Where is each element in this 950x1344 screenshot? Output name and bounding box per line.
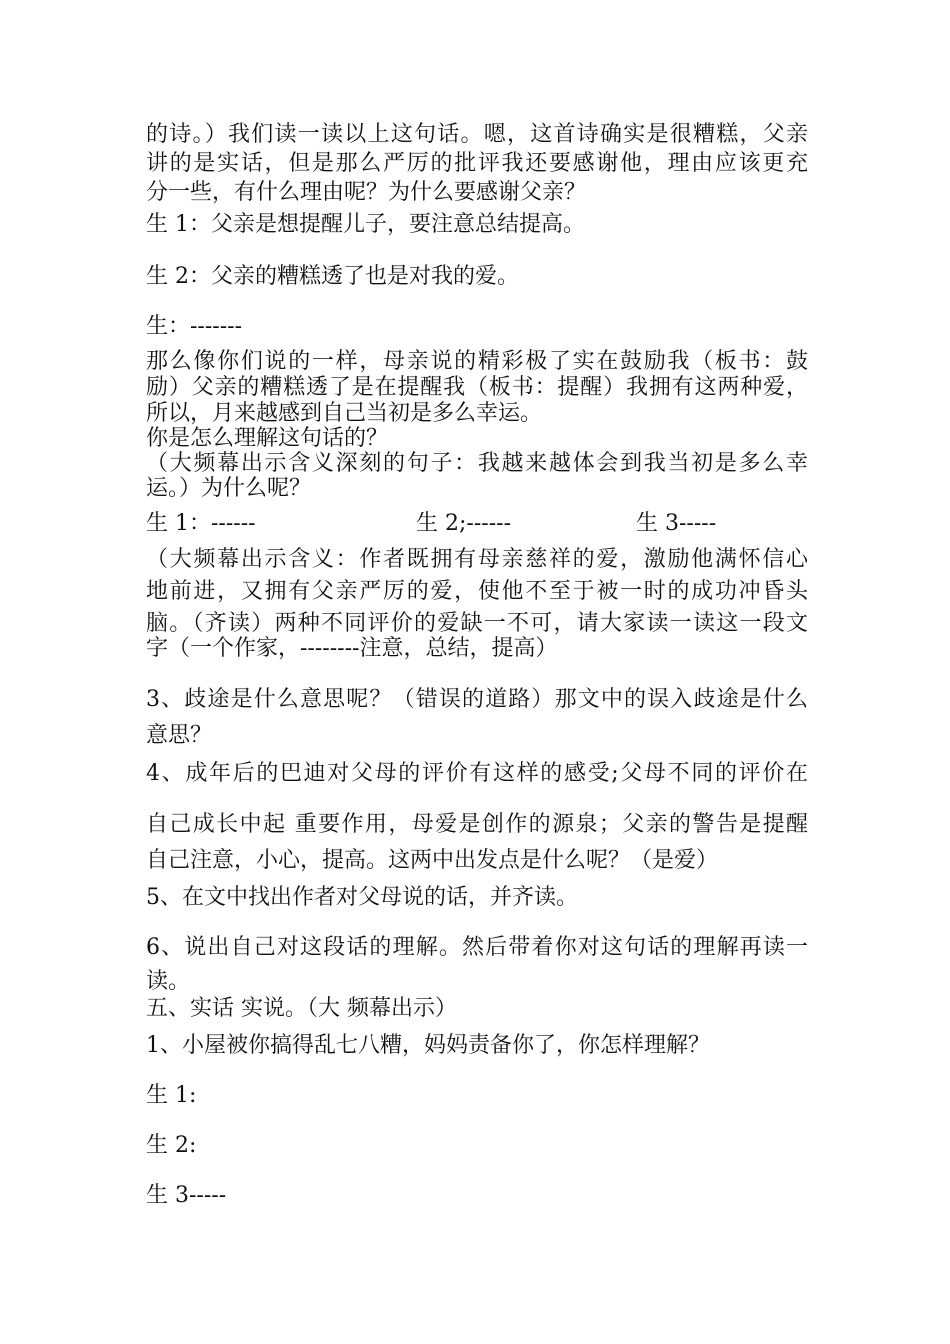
question-4-line: 自己注意，小心，提高。这两中出发点是什么呢？（是爱） bbox=[146, 848, 719, 873]
question-5: 5、在文中找出作者对父母说的话，并齐读。 bbox=[146, 885, 578, 910]
answer-student-1: 生 1：------ bbox=[146, 511, 256, 536]
paragraph-line: 讲的是实话，但是那么严厉的批评我还要感谢他，理由应该更充 bbox=[146, 151, 808, 176]
question-6-line: 读。 bbox=[146, 969, 191, 994]
paragraph-line: （大频幕出示含义：作者既拥有母亲慈祥的爱，激励他满怀信心 bbox=[146, 547, 808, 572]
paragraph-line: 你是怎么理解这句话的？ bbox=[146, 426, 389, 451]
answer-student-3: 生 3----- bbox=[636, 511, 717, 536]
question-4-line: 自己成长中起 重要作用，母爱是创作的源泉；父亲的警告是提醒 bbox=[146, 812, 808, 837]
response-student-1: 生 1: bbox=[146, 1083, 197, 1108]
response-student-3: 生 3----- bbox=[146, 1183, 227, 1208]
section-heading: 五、实话 实说。（大 频幕出示） bbox=[146, 996, 457, 1021]
student-answer-3: 生：------- bbox=[146, 314, 243, 339]
student-answer-2: 生 2：父亲的糟糕透了也是对我的爱。 bbox=[146, 264, 519, 289]
paragraph-line: （大频幕出示含义深刻的句子：我越来越体会到我当初是多么幸 bbox=[146, 451, 808, 476]
paragraph-line: 励）父亲的糟糕透了是在提醒我（板书：提醒）我拥有这两种爱， bbox=[146, 375, 808, 400]
question-3-line: 意思？ bbox=[146, 723, 213, 748]
question-4-line: 4、成年后的巴迪对父母的评价有这样的感受;父母不同的评价在 bbox=[146, 761, 808, 786]
paragraph-line: 运。）为什么呢？ bbox=[146, 476, 312, 501]
paragraph-line: 分一些，有什么理由呢？为什么要感谢父亲？ bbox=[146, 180, 587, 205]
paragraph-line: 字（一个作家，--------注意，总结，提高） bbox=[146, 636, 558, 661]
paragraph-line: 地前进，又拥有父亲严厉的爱，使他不至于被一时的成功冲昏头 bbox=[146, 579, 808, 604]
paragraph-line: 所以，月来越感到自己当初是多么幸运。 bbox=[146, 401, 543, 426]
paragraph-line: 脑。（齐读）两种不同评价的爱缺一不可，请大家读一读这一段文 bbox=[146, 611, 808, 636]
question-3-line: 3、歧途是什么意思呢？（错误的道路）那文中的误入歧途是什么 bbox=[146, 687, 808, 712]
section-item-1: 1、小屋被你搞得乱七八糟，妈妈责备你了，你怎样理解？ bbox=[146, 1033, 710, 1058]
paragraph-line: 的诗。）我们读一读以上这句话。嗯，这首诗确实是很糟糕，父亲 bbox=[146, 122, 808, 147]
student-answer-1: 生 1：父亲是想提醒儿子，要注意总结提高。 bbox=[146, 212, 585, 237]
answer-student-2: 生 2;------ bbox=[416, 511, 512, 536]
question-6-line: 6、说出自己对这段话的理解。然后带着你对这句话的理解再读一 bbox=[146, 935, 808, 960]
response-student-2: 生 2: bbox=[146, 1133, 197, 1158]
paragraph-line: 那么像你们说的一样，母亲说的精彩极了实在鼓励我（板书：鼓 bbox=[146, 349, 808, 374]
